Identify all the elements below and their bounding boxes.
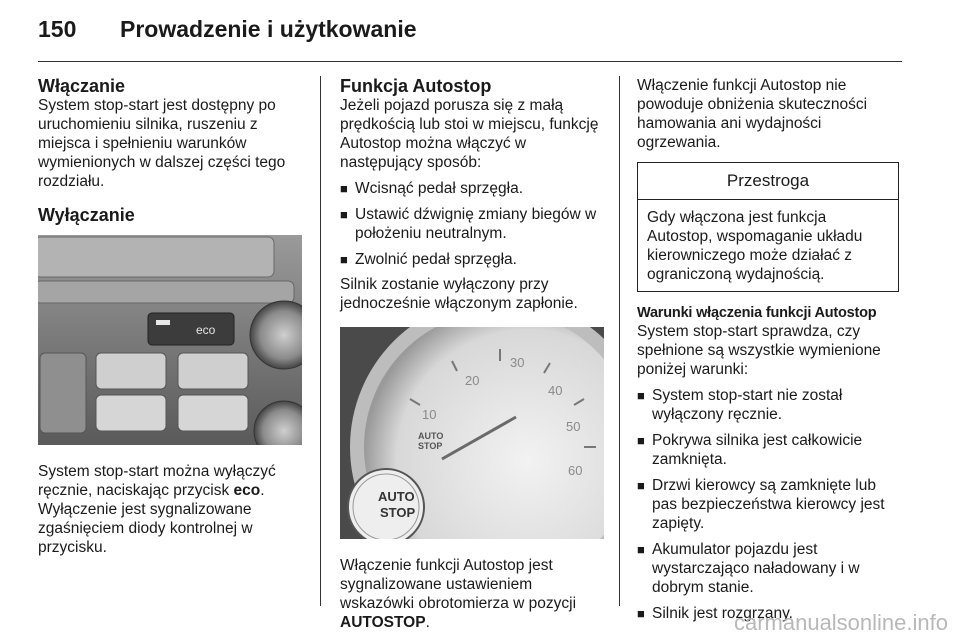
autostop-term: AUTOSTOP — [340, 614, 426, 631]
column-1 — [38, 76, 306, 557]
column-2 — [340, 76, 606, 632]
para-switch-on: System stop-start jest dostępny po uruchomieniu silnika, ruszeniu z miejsca i spełnieniu warunków wymienionych w dalszej części tego rozdziału. — [38, 97, 286, 190]
gauge-tick-label: 40 — [548, 383, 563, 398]
heading-conditions: Warunki włączenia funkcji Autostop — [637, 305, 877, 321]
gauge-tick-label: 30 — [510, 355, 525, 370]
list-item: ■ Zwolnić pedał sprzęgła. — [340, 251, 517, 268]
watermark: carmanualsonline.info — [733, 610, 948, 635]
list-item: ■ Wcisnąć pedał sprzęgła. — [340, 180, 523, 197]
heading-switch-off: Wyłączanie — [38, 205, 135, 225]
caution-title: Przestroga — [638, 163, 898, 200]
column-divider-1 — [320, 76, 321, 606]
eco-button-photo — [38, 235, 302, 445]
heading-switch-on: Włączanie — [38, 76, 126, 96]
conditions-list — [637, 386, 902, 623]
tachometer-photo — [340, 327, 604, 539]
gauge-tick-label: 50 — [566, 419, 581, 434]
gauge-autostop-large-2: STOP — [380, 505, 416, 520]
gauge-autostop-small-2: STOP — [418, 441, 443, 451]
gauge-autostop-small-1: AUTO — [418, 431, 444, 441]
list-item: ■ System stop-start nie został wyłączony ręcznie. — [637, 387, 843, 423]
column-divider-2 — [619, 76, 620, 606]
autostop-steps — [340, 179, 606, 269]
heading-autostop: Funkcja Autostop — [340, 76, 492, 96]
list-item: ■ Drzwi kierowcy są zamknięte lub pas bezpieczeństwa kierowcy jest zapięty. — [637, 477, 885, 532]
page-header — [38, 16, 922, 50]
gauge-tick-label: 10 — [422, 407, 437, 422]
page-title: Prowadzenie i użytkowanie — [120, 16, 417, 42]
list-item: ■ Ustawić dźwignię zmiany biegów w położeniu neutralnym. — [340, 206, 597, 242]
gauge-tick-label: 20 — [465, 373, 480, 388]
tachometer-caption: Włączenie funkcji Autostop jest sygnalizowane ustawieniem wskazówki obrotomierza w pozycji AUTOSTOP. — [340, 557, 577, 631]
para-conditions-intro: System stop-start sprawdza, czy spełnione są wszystkie wymienione poniżej warunki: — [637, 323, 881, 378]
para-switch-off: System stop-start można wyłączyć ręcznie, naciskając przycisk eco. Wyłączenie jest sygnalizowane zgaśnięciem diody kontrolnej w przycisku. — [38, 463, 276, 556]
para-braking-note: Włączenie funkcji Autostop nie powoduje obniżenia skuteczności hamowania ani wydajności ogrzewania. — [637, 77, 868, 151]
column-3 — [637, 76, 902, 623]
caution-body: Gdy włączona jest funkcja Autostop, wspomaganie układu kierowniczego może działać z ograniczoną wydajnością. — [647, 209, 863, 283]
list-item: ■ Akumulator pojazdu jest wystarczająco naładowany i w dobrym stanie. — [637, 541, 860, 596]
para-autostop-result: Silnik zostanie wyłączony przy jednocześnie włączonym zapłonie. — [340, 276, 578, 312]
list-item: ■ Pokrywa silnika jest całkowicie zamknięta. — [637, 432, 863, 468]
page-number: 150 — [38, 16, 77, 42]
caution-box — [637, 162, 899, 292]
header-rule — [38, 61, 902, 62]
list-item: ■ Silnik jest rozgrzany. — [637, 605, 793, 622]
gauge-autostop-large-1: AUTO — [378, 489, 415, 504]
para-autostop-intro: Jeżeli pojazd porusza się z małą prędkością lub stoi w miejscu, funkcję Autostop można włączyć w następujący sposób: — [340, 97, 599, 171]
photo-eco-label: eco — [196, 323, 216, 337]
eco-term: eco — [233, 482, 261, 499]
gauge-tick-label: 60 — [568, 463, 583, 478]
